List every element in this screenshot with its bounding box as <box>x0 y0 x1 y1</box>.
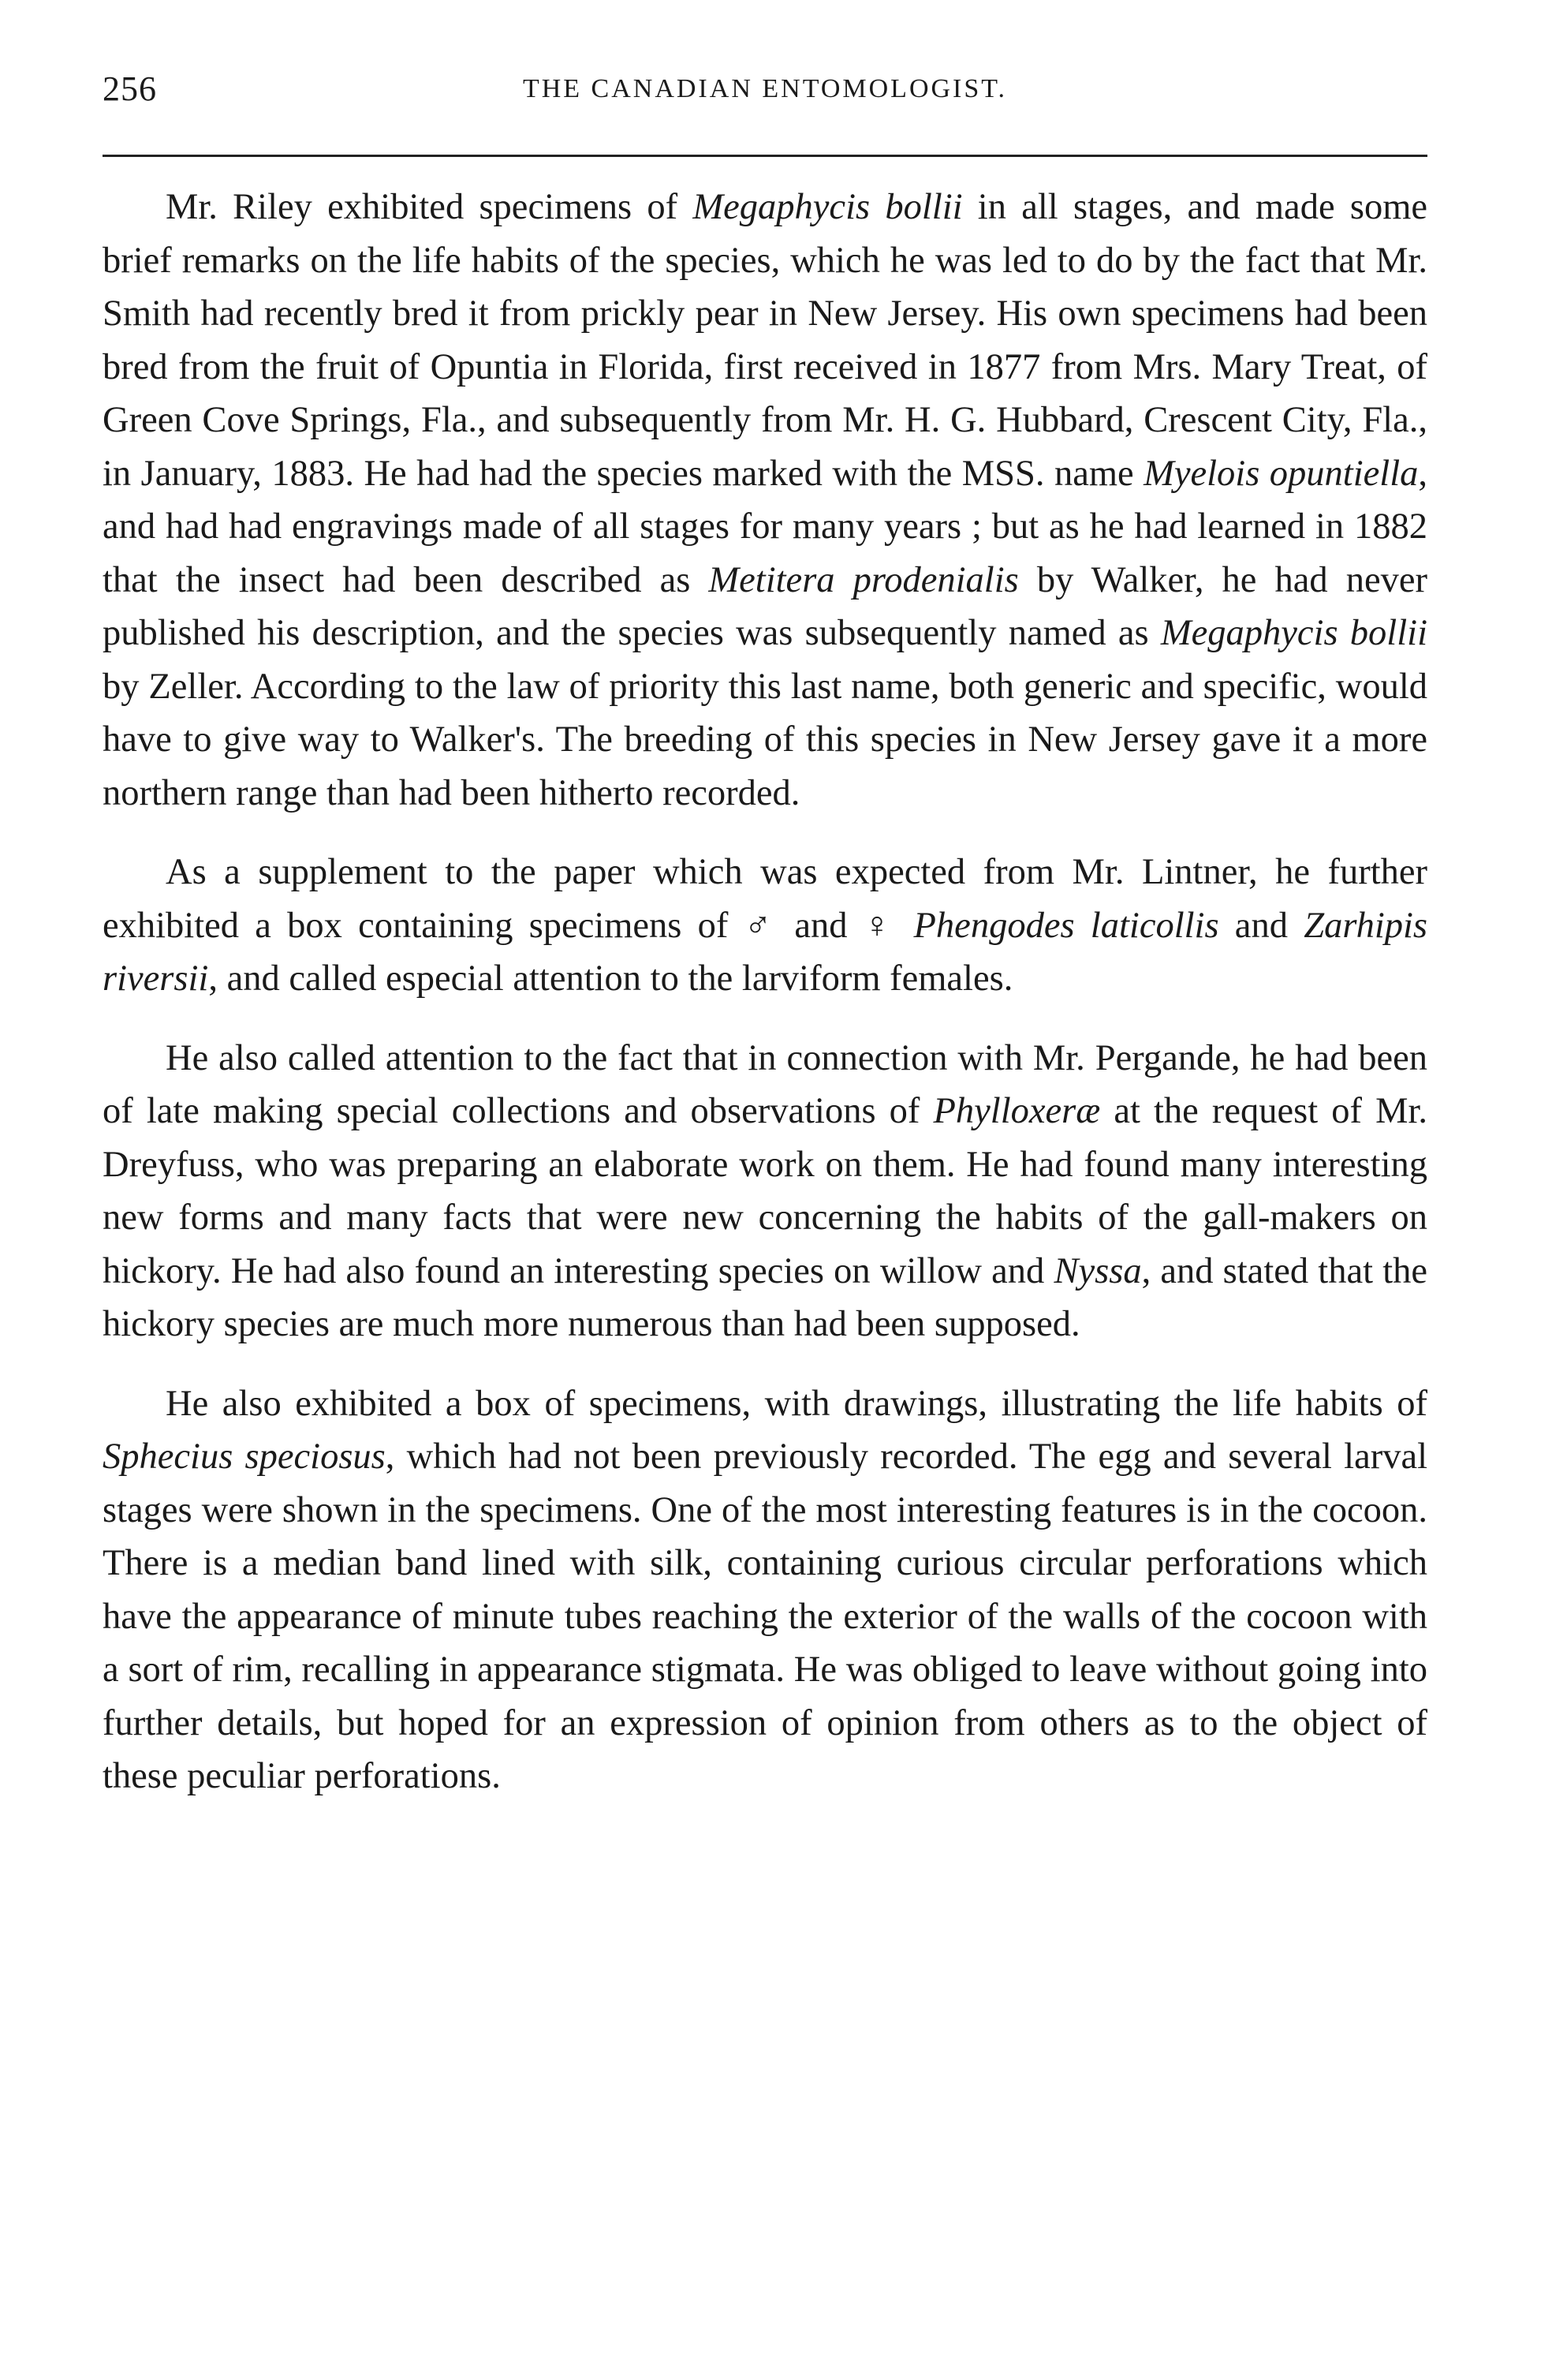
italic-run: Myelois opuntiella <box>1144 453 1419 494</box>
text-run: at the request of Mr. Dreyfuss, who was preparing an elaborate work on them. He had found many interesting new forms and many facts that were new concerning the habits of the gall-makers on hickory. He had also found an interesting species on willow and <box>103 1091 1427 1291</box>
italic-run: Nyssa <box>1054 1250 1142 1291</box>
text-run: , and called especial attention to the larviform females. <box>208 958 1013 999</box>
italic-run: Metitera prodenialis <box>708 559 1019 600</box>
text-run: , which had not been previously recorded. The egg and several larval stages were shown in the specimens. One of the most interesting features is in the cocoon. There is a median band lined with silk, containing curious circular perforations which have the appearance of minute tubes reaching the exterior of the walls of the cocoon with a sort of rim, recalling in appearance stigmata. He was obliged to leave without going into further details, but hoped for an expression of opinion from others as to the object of these peculiar perforations. <box>103 1437 1428 1796</box>
body-text <box>103 181 1427 1803</box>
document-page <box>103 62 1427 2318</box>
paragraph <box>103 846 1427 1006</box>
text-run: He also called attention to the fact that in connection with Mr. Pergande, he had been of late making special collections and observations of <box>103 1037 1427 1131</box>
text-run: and <box>1218 905 1304 946</box>
header-rule <box>103 155 1427 157</box>
text-run: Mr. Riley exhibited specimens of <box>166 187 693 227</box>
page-number: 256 <box>103 69 157 108</box>
italic-run: Megaphycis bollii <box>692 187 963 227</box>
paragraph <box>103 1032 1427 1351</box>
italic-run: Zarhipis riversii <box>103 905 1428 999</box>
text-run: , and stated that the hickory species are much more numerous than had been supposed. <box>103 1250 1427 1344</box>
text-run: , and had had engravings made of all stages for many years ; but as he had learned in 1882 that the insect had been described as <box>103 453 1427 600</box>
text-run: by Zeller. According to the law of priority this last name, both generic and specific, would have to give way to Walker's. The breeding of this species in New Jersey gave it a more northern range than had been hitherto recorded. <box>103 666 1427 813</box>
italic-run: Sphecius speciosus <box>103 1437 386 1477</box>
paragraph <box>103 1377 1427 1803</box>
italic-run: Phengodes laticollis <box>913 905 1219 946</box>
italic-run: Phylloxeræ <box>933 1091 1101 1131</box>
running-title: THE CANADIAN ENTOMOLOGIST. <box>522 74 1008 103</box>
italic-run: Megaphycis bollii <box>1160 613 1427 653</box>
page-header <box>103 62 1427 117</box>
text-run: He also exhibited a box of specimens, with drawings, illustrating the life habits of <box>166 1383 1427 1424</box>
text-run: As a supplement to the paper which was expected from Mr. Lintner, he further exhibited a box containing specimens of ♂ and ♀ <box>103 852 1427 946</box>
paragraph <box>103 181 1427 820</box>
text-run: by Walker, he had never published his description, and the species was subsequently named as <box>103 559 1427 653</box>
text-run: in all stages, and made some brief remarks on the life habits of the species, which he was led to do by the fact that Mr. Smith had recently bred it from prickly pear in New Jersey. His own specimens had been bred from the fruit of Opuntia in Florida, first received in 1877 from Mrs. Mary Treat, of Green Cove Springs, Fla., and subsequently from Mr. H. G. Hubbard, Crescent City, Fla., in January, 1883. He had had the species marked with the MSS. name <box>103 187 1428 494</box>
